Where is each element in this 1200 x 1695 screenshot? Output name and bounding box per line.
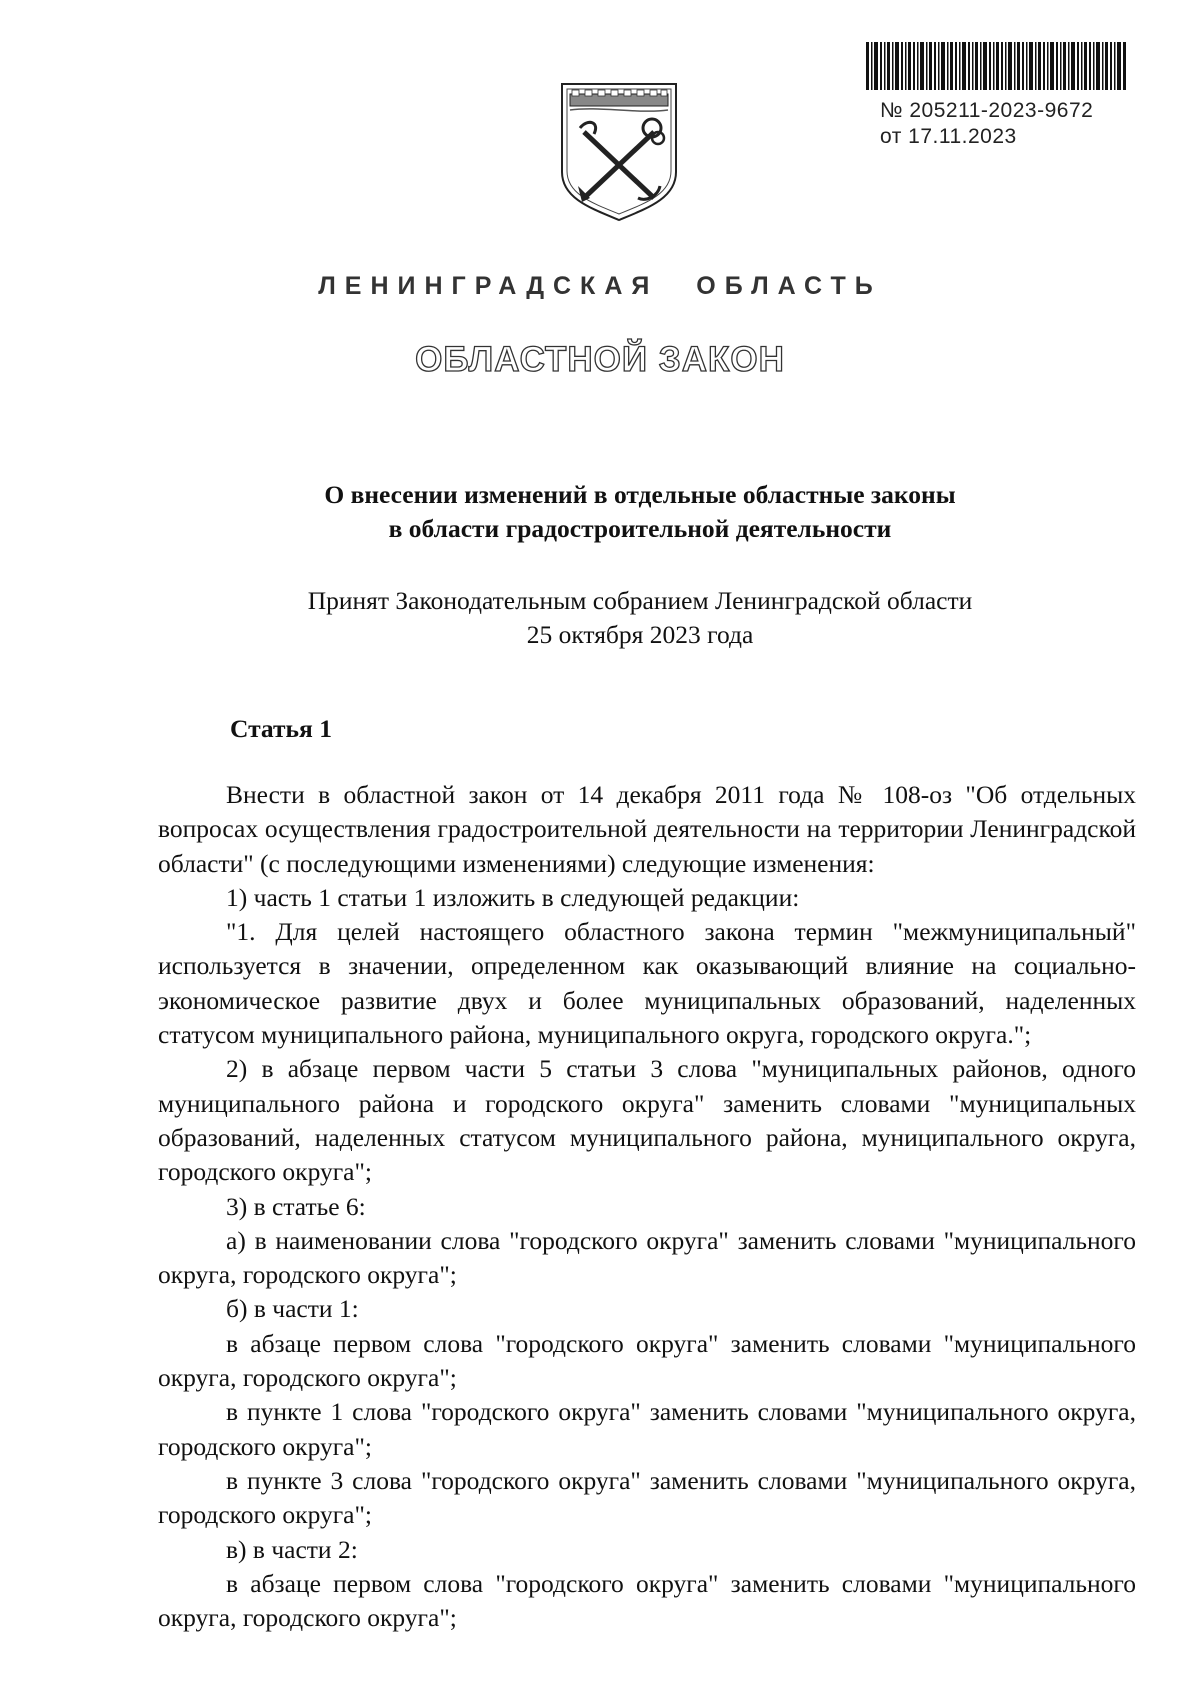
law-type-heading: ОБЛАСТНОЙ ЗАКОН (415, 340, 785, 379)
adoption-line: Принят Законодательным собранием Ленинградской области (307, 586, 973, 615)
adoption-date: 25 октября 2023 года (526, 620, 754, 649)
barcode-icon (866, 42, 1126, 90)
paragraph: "1. Для целей настоящего областного закона термин "межмуниципальный" используется в значении, определенном как оказывающий влияние на социально-экономическое развитие двух и более муниципальных образований, наделенных статусом муниципального района, муниципального округа, городского округа."; (158, 917, 1136, 1050)
paragraph: а) в наименовании слова "городского округа" заменить словами "муниципального округа, городского округа"; (158, 1225, 1136, 1290)
paragraph: в пункте 3 слова "городского округа" заменить словами "муниципального округа, городского округа"; (158, 1465, 1136, 1530)
adoption-statement (0, 584, 1200, 652)
leningrad-oblast-coat-of-arms-icon (558, 80, 680, 222)
registration-date: от 17.11.2023 (880, 125, 1017, 148)
article-heading: Статья 1 (230, 714, 332, 743)
paragraph: в) в части 2: (226, 1534, 358, 1564)
law-title (0, 478, 1200, 546)
law-title-line: в области градостроительной деятельности (388, 514, 892, 543)
paragraph: б) в части 1: (226, 1294, 359, 1324)
article-body (158, 778, 1136, 1635)
law-title-line: О внесении изменений в отдельные областные законы (324, 480, 956, 509)
paragraph: в абзаце первом слова "городского округа" заменить словами "муниципального округа, городского округа"; (158, 1568, 1136, 1633)
paragraph: 1) часть 1 статьи 1 изложить в следующей редакции: (226, 882, 800, 912)
region-name: ЛЕНИНГРАДСКАЯ ОБЛАСТЬ (318, 272, 882, 300)
registration-number: № 205211-2023-9672 (880, 99, 1094, 122)
paragraph: 2) в абзаце первом части 5 статьи 3 слова "муниципальных районов, одного муниципального района и городского округа" заменить словами "муниципальных образований, наделенных статусом муниципального района, муниципального округа, городского округа"; (158, 1054, 1136, 1187)
paragraph: Внести в областной закон от 14 декабря 2011 года № 108-оз "Об отдельных вопросах осуществления градостроительной деятельности на территории Ленинградской области" (с последующими изменениями) следующие изменения: (158, 780, 1136, 878)
paragraph: 3) в статье 6: (226, 1191, 366, 1221)
paragraph: в пункте 1 слова "городского округа" заменить словами "муниципального округа, городского округа"; (158, 1397, 1136, 1461)
paragraph: в абзаце первом слова "городского округа" заменить словами "муниципального округа, городского округа"; (158, 1328, 1136, 1393)
registration-stamp (880, 98, 1093, 150)
